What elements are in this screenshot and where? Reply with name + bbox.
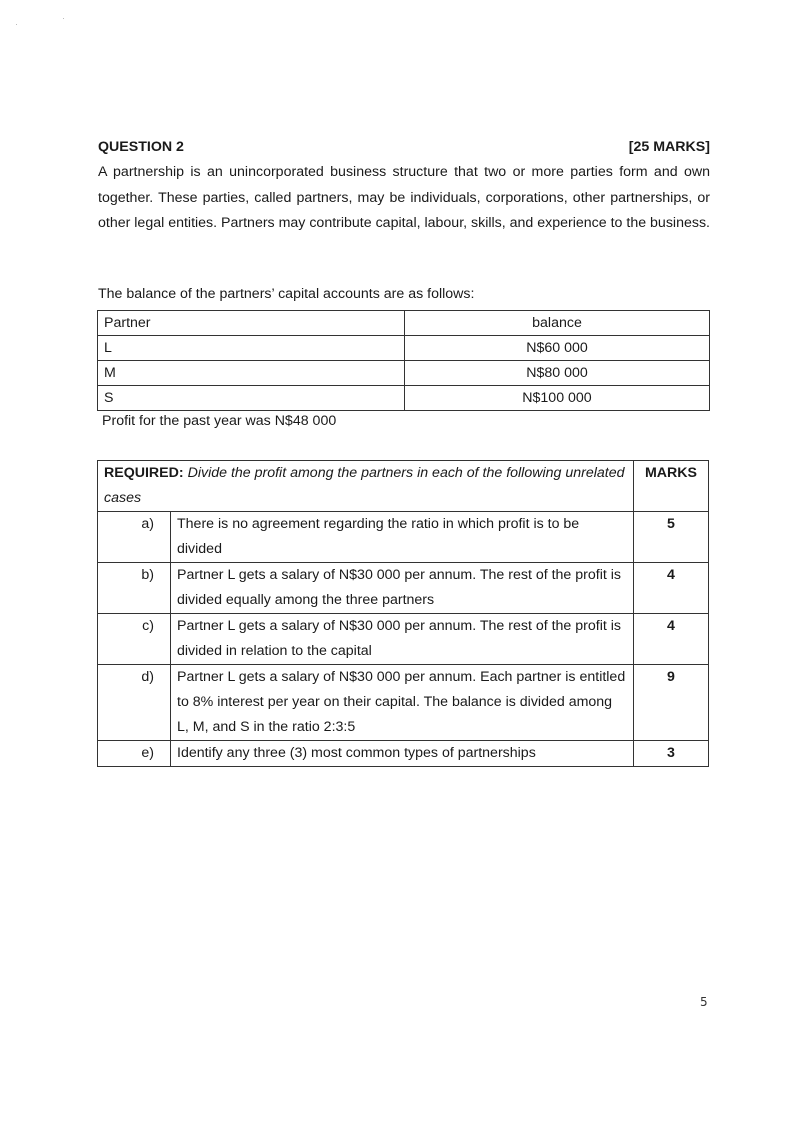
page-number: 5 bbox=[700, 995, 708, 1009]
item-text: Partner L gets a salary of N$30 000 per annum. The rest of the profit is divided equally among the three partners bbox=[171, 563, 634, 614]
item-marks: 4 bbox=[634, 614, 709, 665]
table-row bbox=[98, 361, 710, 386]
question-marks: [25 MARKS] bbox=[628, 139, 710, 155]
balance-caption: The balance of the partners’ capital accounts are as follows: bbox=[98, 286, 475, 302]
item-label: e) bbox=[98, 741, 171, 767]
balance-table bbox=[97, 310, 710, 411]
required-instruction-cell bbox=[98, 461, 634, 512]
table-row bbox=[98, 665, 709, 741]
table-row bbox=[98, 386, 710, 411]
table-row bbox=[98, 336, 710, 361]
partner-balance: N$80 000 bbox=[405, 361, 710, 386]
header-balance: balance bbox=[405, 311, 710, 336]
item-marks: 5 bbox=[634, 512, 709, 563]
item-text: Partner L gets a salary of N$30 000 per annum. Each partner is entitled to 8% interest per year on their capital. The balance is divided among L, M, and S in the ratio 2:3:5 bbox=[171, 665, 634, 741]
required-header-row bbox=[98, 461, 709, 512]
item-marks: 4 bbox=[634, 563, 709, 614]
partner-name: L bbox=[98, 336, 405, 361]
partner-balance: N$60 000 bbox=[405, 336, 710, 361]
header-partner: Partner bbox=[98, 311, 405, 336]
partner-name: S bbox=[98, 386, 405, 411]
intro-paragraph: A partnership is an unincorporated business structure that two or more parties form and own together. These parties, called partners, may be individuals, corporations, other partnerships, or other legal entities. Partners may contribute capital, labour, skills, and experience to the business. bbox=[98, 164, 710, 231]
item-marks: 3 bbox=[634, 741, 709, 767]
item-marks: 9 bbox=[634, 665, 709, 741]
table-header-row bbox=[98, 311, 710, 336]
table-row bbox=[98, 741, 709, 767]
scan-speck bbox=[16, 24, 17, 25]
partner-name: M bbox=[98, 361, 405, 386]
item-label: b) bbox=[98, 563, 171, 614]
table-row bbox=[98, 614, 709, 665]
question-header bbox=[98, 139, 710, 155]
item-label: a) bbox=[98, 512, 171, 563]
required-instruction: Divide the profit among the partners in each of the following unrelated cases bbox=[104, 465, 625, 506]
partner-balance: N$100 000 bbox=[405, 386, 710, 411]
item-text: Identify any three (3) most common types of partnerships bbox=[171, 741, 634, 767]
item-label: d) bbox=[98, 665, 171, 741]
required-label: REQUIRED: bbox=[104, 465, 184, 481]
profit-note: Profit for the past year was N$48 000 bbox=[102, 413, 337, 429]
item-text: Partner L gets a salary of N$30 000 per annum. The rest of the profit is divided in relation to the capital bbox=[171, 614, 634, 665]
question-title: QUESTION 2 bbox=[98, 139, 184, 155]
table-row bbox=[98, 563, 709, 614]
item-text: There is no agreement regarding the ratio in which profit is to be divided bbox=[171, 512, 634, 563]
required-table bbox=[97, 460, 709, 767]
table-row bbox=[98, 512, 709, 563]
marks-header: MARKS bbox=[634, 461, 709, 512]
scan-speck bbox=[63, 18, 64, 19]
item-label: c) bbox=[98, 614, 171, 665]
